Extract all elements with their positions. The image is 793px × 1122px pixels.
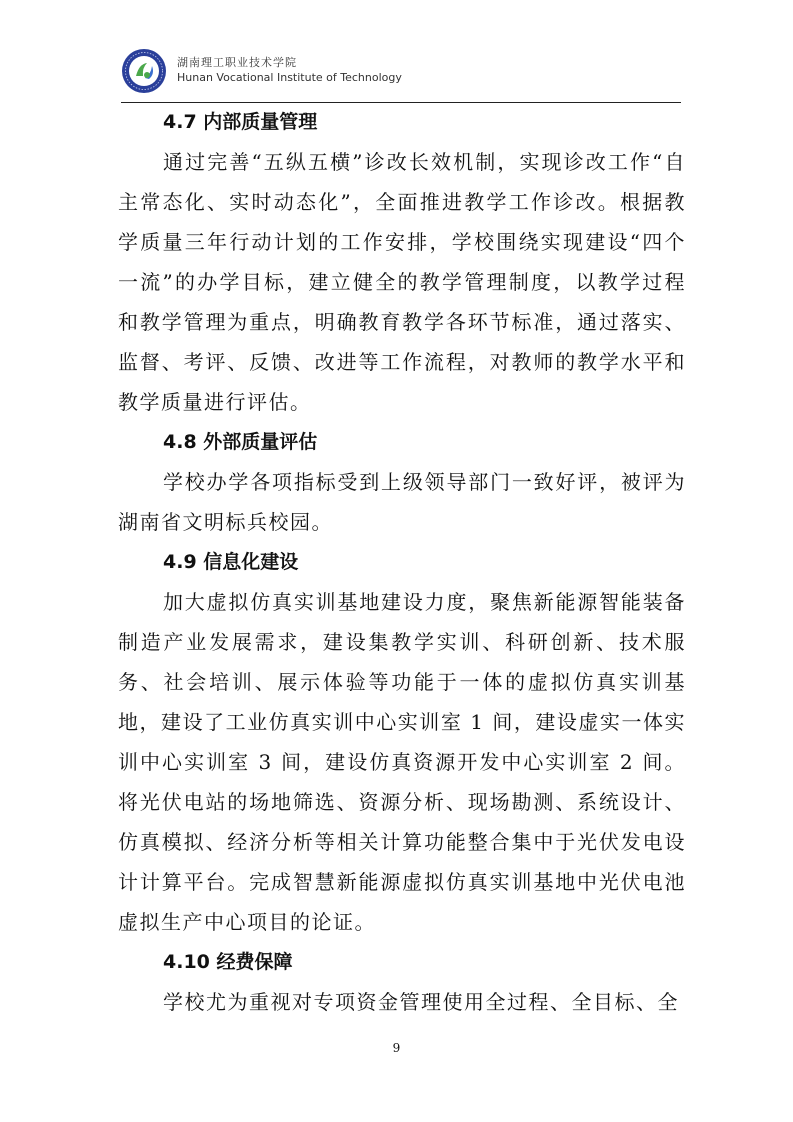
- page-header: [121, 44, 681, 102]
- document-body: [118, 102, 686, 1022]
- section-paragraph-4-8: 学校办学各项指标受到上级领导部门一致好评，被评为湖南省文明标兵校园。: [118, 470, 686, 534]
- section-heading-4-7: 4.7 内部质量管理: [163, 111, 318, 133]
- header-text: [177, 56, 402, 86]
- section-paragraph-4-9: 加大虚拟仿真实训基地建设力度，聚焦新能源智能装备制造产业发展需求，建设集教学实训、科研创新、技术服务、社会培训、展示体验等功能于一体的虚拟仿真实训基地，建设了工业仿真实训中心实训室 1 间，建设虚实一体实训中心实训室 3 间，建设仿真资源开发中心实训室 2 间。将光伏电站的场地筛选、资源分析、现场勘测、系统设计、仿真模拟、经济分析等相关计算功能整合集中于光伏发电设计计算平台。完成智慧新能源虚拟仿真实训基地中光伏电池虚拟生产中心项目的论证。: [118, 590, 686, 934]
- section-heading-4-8: 4.8 外部质量评估: [163, 431, 318, 453]
- section-heading-4-9: 4.9 信息化建设: [163, 551, 299, 573]
- institution-name-en: Hunan Vocational Institute of Technology: [177, 71, 402, 84]
- section-paragraph-4-7: 通过完善“五纵五横”诊改长效机制，实现诊改工作“自主常态化、实时动态化”，全面推进教学工作诊改。根据教学质量三年行动计划的工作安排，学校围绕实现建设“四个一流”的办学目标，建立健全的教学管理制度，以教学过程和教学管理为重点，明确教育教学各环节标准，通过落实、监督、考评、反馈、改进等工作流程，对教师的教学水平和教学质量进行评估。: [118, 150, 686, 414]
- school-emblem-icon: [121, 48, 167, 94]
- institution-name-cn: 湖南理工职业技术学院: [177, 56, 297, 69]
- section-heading-4-10: 4.10 经费保障: [163, 951, 293, 973]
- page-number: 9: [392, 1041, 401, 1055]
- section-paragraph-4-10: 学校尤为重视对专项资金管理使用全过程、全目标、全: [163, 990, 679, 1014]
